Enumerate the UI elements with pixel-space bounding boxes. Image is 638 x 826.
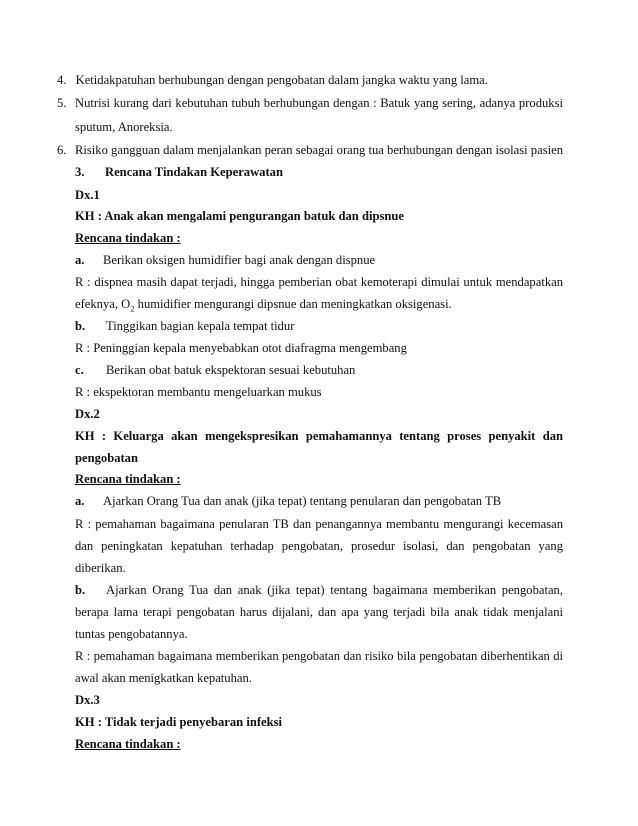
list-number-6: 6. (57, 143, 67, 157)
list-text-6: Risiko gangguan dalam menjalankan peran sebagai orang tua berhubungan dengan isolasi pasien (75, 143, 563, 157)
dx2-b-marker: b. (75, 583, 86, 597)
dx2-a-rationale-line3: diberikan. (75, 561, 126, 575)
dx2-a-rationale-line2: dan peningkatan kepatuhan terhadap pengobatan, prosedur isolasi, dan pengobatan yang (75, 539, 563, 553)
dx2-b-rationale-line2: awal akan menigkatkan kepatuhan. (75, 671, 252, 685)
dx1-c-rationale: R : ekspektoran membantu mengeluarkan mukus (75, 385, 322, 399)
dx2-kh-line2: pengobatan (75, 451, 138, 465)
list-item-4 (57, 72, 488, 88)
dx2-rencana-label: Rencana tindakan : (75, 472, 181, 486)
dx2-b-text-line3: tuntas pengobatannya. (75, 627, 188, 641)
rationale-text: humidifier mengurangi dipsnue dan meningkatkan oksigenasi. (134, 297, 452, 311)
dx1-c-text: Berikan obat batuk ekspektoran sesuai kebutuhan (106, 363, 356, 377)
list-text-5-line2: sputum, Anoreksia. (75, 120, 173, 134)
dx1-c-marker: c. (75, 363, 84, 377)
dx1-a-rationale-line2 (75, 296, 452, 312)
dx3-kh: KH : Tidak terjadi penyebaran infeksi (75, 715, 283, 729)
dx1-a-text: Berikan oksigen humidifier bagi anak dengan dispnue (103, 253, 376, 267)
dx1-b-rationale: R : Peninggian kepala menyebabkan otot diafragma mengembang (75, 341, 407, 355)
rationale-text: efeknya, O (75, 297, 131, 311)
dx2-a-marker: a. (75, 494, 85, 508)
dx1-b-text: Tinggikan bagian kepala tempat tidur (106, 319, 295, 333)
dx2-b-rationale-line1: R : pemahaman bagaimana memberikan pengobatan dan risiko bila pengobatan diberhentikan di (75, 649, 563, 663)
list-text: Ketidakpatuhan berhubungan dengan pengobatan dalam jangka waktu yang lama. (75, 73, 488, 87)
dx1-a-rationale-line1: R : dispnea masih dapat terjadi, hingga pemberian obat kemoterapi dimulai untuk mendapatkan (75, 275, 563, 289)
dx3-rencana-label: Rencana tindakan : (75, 737, 181, 751)
dx3-label: Dx.3 (75, 693, 100, 707)
dx1-label: Dx.1 (75, 188, 100, 202)
list-number: 4. (57, 73, 67, 87)
dx1-kh: KH : Anak akan mengalami pengurangan batuk dan dipsnue (75, 209, 404, 223)
dx1-b-marker: b. (75, 319, 86, 333)
subscript: 2 (130, 303, 135, 314)
dx2-b-text-line2: berapa lama terapi pengobatan harus dijalani, dan apa yang terjadi bila anak tidak menjalani (75, 605, 563, 619)
dx2-a-text: Ajarkan Orang Tua dan anak (jika tepat) tentang penularan dan pengobatan TB (103, 494, 502, 508)
dx2-b-text-line1: Ajarkan Orang Tua dan anak (jika tepat) tentang bagaimana memberikan pengobatan, (106, 583, 563, 597)
dx2-a-rationale-line1: R : pemahaman bagaimana penularan TB dan penangannya membantu mengurangi kecemasan (75, 517, 563, 531)
list-text-5-line1: Nutrisi kurang dari kebutuhan tubuh berhubungan dengan : Batuk yang sering, adanya produksi (75, 96, 563, 110)
list-number-5: 5. (57, 96, 67, 110)
dx1-rencana-label: Rencana tindakan : (75, 231, 181, 245)
section-title: Rencana Tindakan Keperawatan (105, 165, 283, 179)
dx1-a-marker: a. (75, 253, 85, 267)
section-number: 3. (75, 165, 85, 179)
dx2-kh-line1: KH : Keluarga akan mengekspresikan pemahamannya tentang proses penyakit dan (75, 429, 563, 443)
dx2-label: Dx.2 (75, 407, 100, 421)
